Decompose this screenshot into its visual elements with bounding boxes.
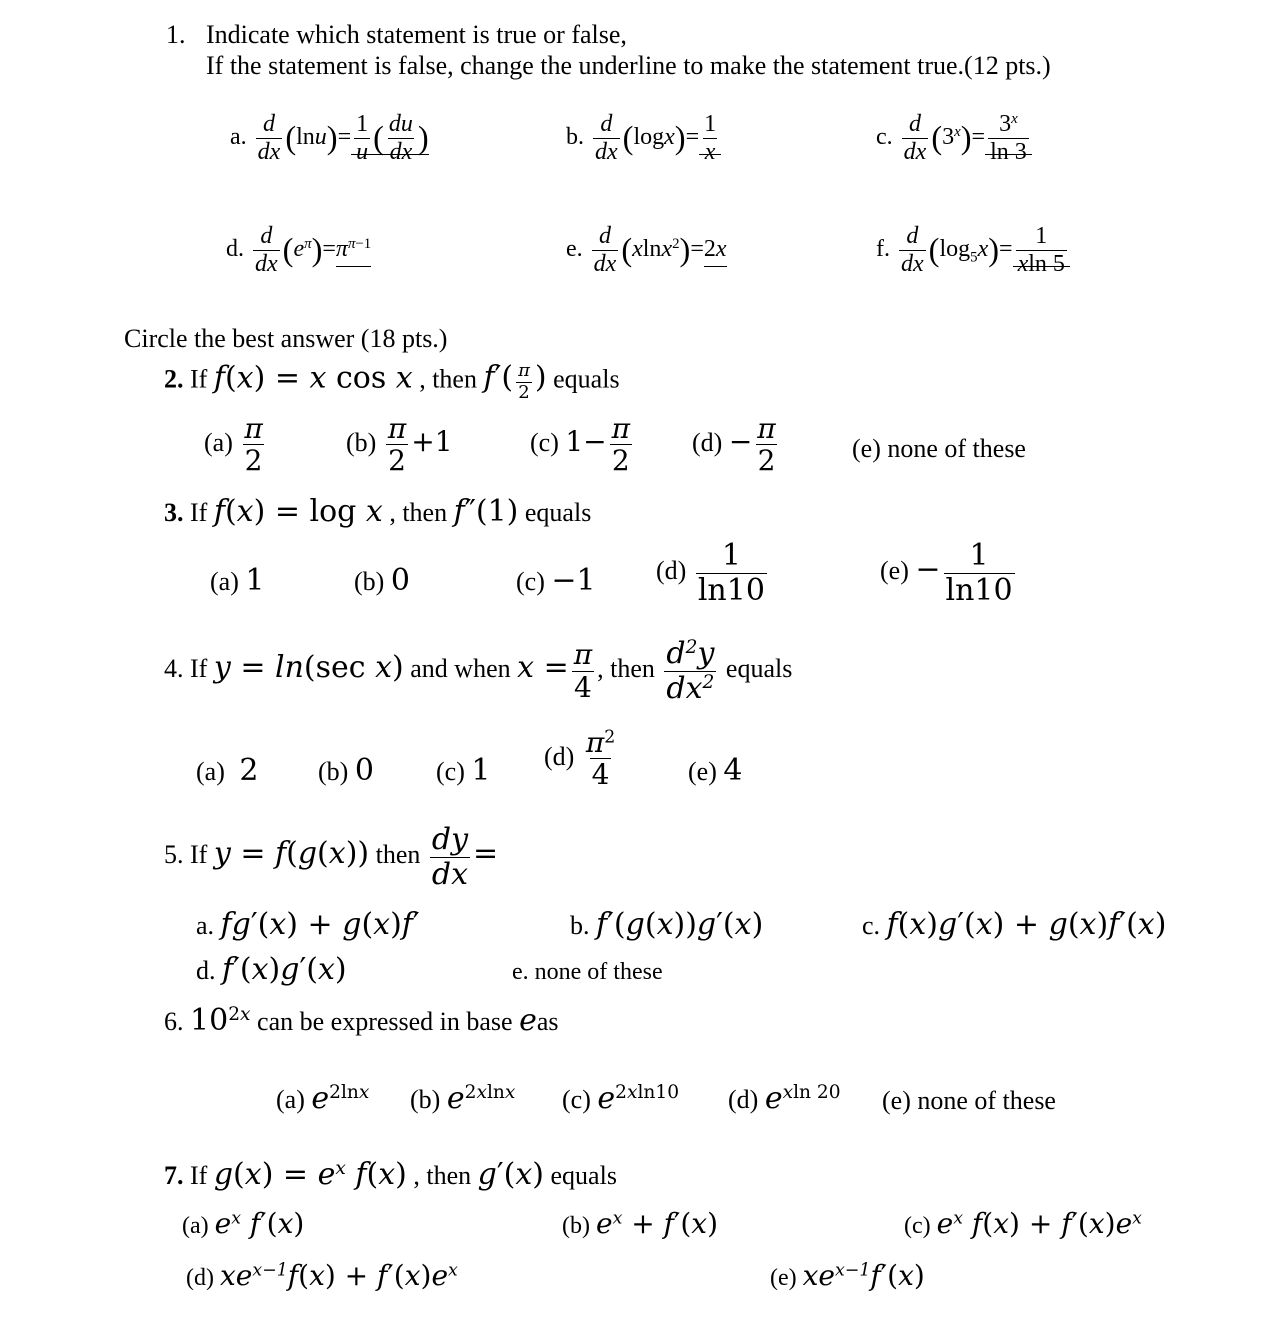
- q2-option-c[interactable]: (c) 1− $\frac{\pi}{2}$: [530, 412, 631, 478]
- q1b-statement: b. $\frac{d}{dx}$ (logx)= $\frac{1}{x}$: [566, 112, 721, 165]
- q1f-underlined-answer: $\frac{1}{xln 5}$: [1013, 236, 1070, 267]
- q1b-underlined-answer: $\frac{1}{x}$: [699, 124, 721, 155]
- q1-number: 1.: [166, 20, 186, 49]
- q6-question: 6. $10^{2x}$ can be expressed in base eas: [164, 1003, 559, 1038]
- q7-question: 7. If $g(x) = e^x$ f(x) , then g′(x) equals: [164, 1157, 617, 1192]
- q3-option-b[interactable]: (b) 0: [354, 563, 410, 598]
- q2-option-b[interactable]: (b) $\frac{\pi}{2}$ +1: [346, 412, 453, 478]
- q1a-label: a.: [230, 124, 247, 151]
- q1f-label: f.: [876, 236, 890, 263]
- q1c-statement: c. $\frac{d}{dx}$ $(3^x)=$ $\frac{3^x}{\ln 3}$: [876, 112, 1032, 165]
- section-heading: Circle the best answer (18 pts.): [124, 324, 448, 353]
- q7-option-e[interactable]: (e) $xe^{x-1}f'(x)$: [770, 1259, 925, 1292]
- q1-instruction-line1: Indicate which statement is true or false,: [206, 20, 627, 49]
- q5-question: 5. If y = f(g(x)) then $\frac{dy}{dx}$ =: [164, 822, 499, 892]
- q1e-label: e.: [566, 236, 583, 263]
- q3-option-e[interactable]: (e) − $\frac{1}{\ln 10}$: [880, 538, 1013, 608]
- q6-option-b[interactable]: (b) $e^{2xlnx}$: [410, 1081, 516, 1116]
- q7-option-c[interactable]: (c) $e^x$ $f(x) + f'(x)e^x$: [904, 1207, 1142, 1240]
- q6-option-a[interactable]: (a) $e^{2lnx}$: [276, 1081, 370, 1116]
- q7-option-d[interactable]: (d) $xe^{x-1}f(x) + f'(x)e^x$: [186, 1259, 458, 1292]
- q1e-underlined-answer: 2x: [704, 236, 727, 267]
- q6-option-d[interactable]: (d) $e^{xln 20}$: [728, 1081, 841, 1116]
- q4-option-c[interactable]: (c) 1: [436, 753, 491, 788]
- q5-option-e[interactable]: e. none of these: [512, 959, 663, 985]
- q4-question: 4. If y = ln(sec x) and when x = $\frac{\pi}{4}$ , then $\frac{d^2y}{dx^2}$ equals: [164, 636, 793, 706]
- q3-question: 3. If f(x) = log x , then f″(1) equals: [164, 494, 592, 529]
- q4-option-b[interactable]: (b) 0: [318, 753, 374, 788]
- q1b-label: b.: [566, 124, 584, 151]
- q5-option-a[interactable]: a. fg′(x) + g(x)f′: [196, 907, 420, 942]
- q7-option-b[interactable]: (b) $e^x + f'(x)$: [562, 1207, 719, 1240]
- q6-option-e[interactable]: (e) none of these: [882, 1086, 1056, 1115]
- q5-option-c[interactable]: c. f(x)g′(x) + g(x)f′(x): [862, 907, 1167, 942]
- q6-option-c[interactable]: (c) $e^{2xln10}$: [562, 1081, 680, 1116]
- q4-option-d[interactable]: (d) $\frac{\pi^2}{4}$: [544, 726, 616, 792]
- q5-option-b[interactable]: b. f′(g(x))g′(x): [570, 907, 764, 942]
- q1-instruction-line2: If the statement is false, change the underline to make the statement true.(12 pts.): [206, 51, 1051, 80]
- q1d-statement: d. $\frac{d}{dx}$ $(e^\pi)=\pi^{\pi-1}$: [226, 223, 372, 278]
- q4-option-a[interactable]: (a) 2: [196, 753, 259, 788]
- q2-option-a[interactable]: (a) $\frac{\pi}{2}$: [204, 412, 263, 478]
- q2-question: 2. If f(x) = x cos x , then f′( $\frac{\pi}{2}$ ) equals: [164, 360, 620, 403]
- q3-option-d[interactable]: (d) $\frac{1}{\ln 10}$: [656, 538, 765, 608]
- q1a-statement: a. $\frac{d}{dx}$ (lnu)= $\frac{1}{u}$ ( $\frac{du}{dx}$ ): [230, 111, 429, 166]
- q1e-statement: e. $\frac{d}{dx}$ (xlnx$^2$)=2x: [566, 223, 727, 278]
- q2-option-e[interactable]: (e) none of these: [852, 434, 1026, 463]
- q3-option-c[interactable]: (c) −1: [516, 563, 596, 598]
- q1c-label: c.: [876, 124, 893, 151]
- q5-option-d[interactable]: d. f′(x)g′(x): [196, 952, 347, 987]
- q1f-statement: f. $\frac{d}{dx}$ $(\log_5x)=$ $\frac{1}{xln 5}$: [876, 224, 1070, 277]
- q3-option-a[interactable]: (a) 1: [210, 563, 265, 598]
- q1d-label: d.: [226, 236, 244, 263]
- q7-option-a[interactable]: (a) $e^x$ f′(x): [182, 1207, 305, 1240]
- q1a-underlined-answer: $\frac{1}{u}$ ( $\frac{du}{dx}$ ): [351, 124, 429, 155]
- q4-option-e[interactable]: (e) 4: [688, 753, 743, 788]
- q1d-underlined-answer: $\pi^{\pi-1}$: [336, 236, 371, 267]
- q1c-underlined-answer: $\frac{3^x}{\ln 3}$: [985, 124, 1032, 155]
- q2-option-d[interactable]: (d) − $\frac{\pi}{2}$: [692, 412, 776, 478]
